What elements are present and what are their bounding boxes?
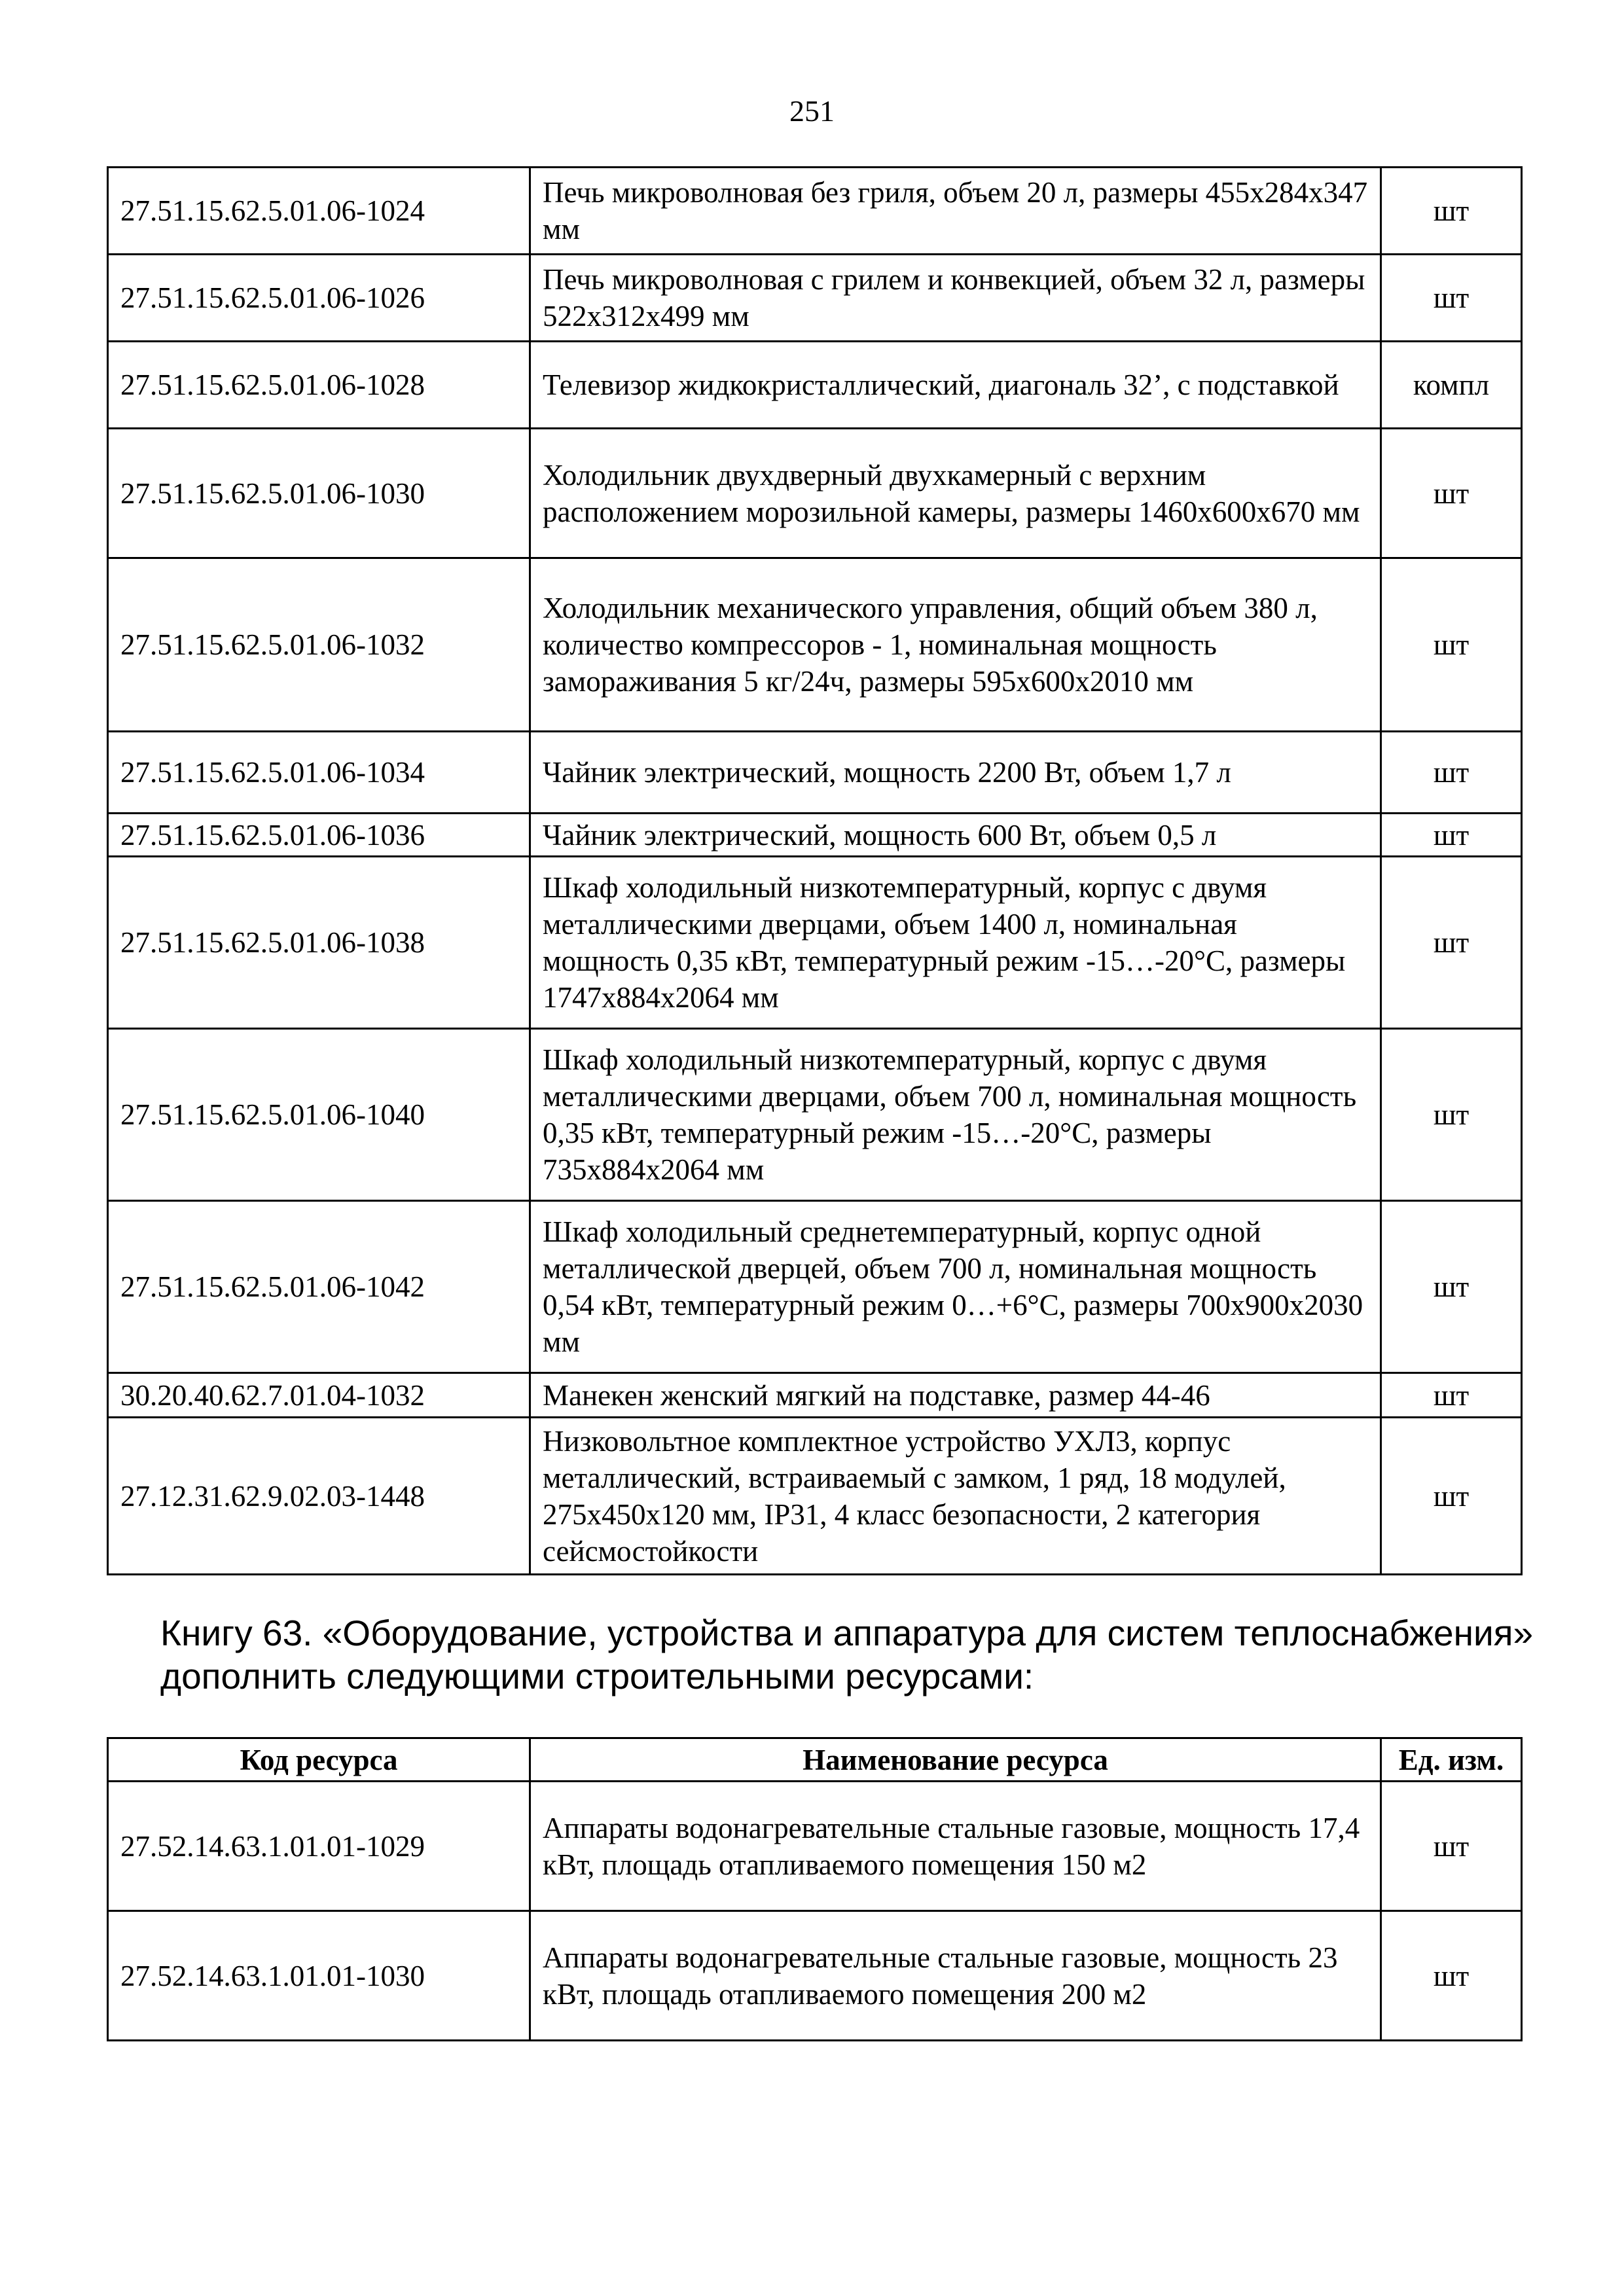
intro-line-2: дополнить следующими строительными ресурсами: [160, 1656, 1034, 1696]
table-row [108, 814, 1522, 857]
resource-unit: шт [1381, 1782, 1522, 1911]
resource-code: 27.52.14.63.1.01.01-1030 [108, 1911, 530, 2041]
table-row [108, 1029, 1522, 1201]
resource-name: Шкаф холодильный низкотемпературный, корпус с двумя металлическими дверцами, объем 700 л, номинальная мощность 0,35 кВт, температурный режим -15…-20°С, размеры 735х884х2064 мм [530, 1029, 1381, 1201]
resource-name: Телевизор жидкокристаллический, диагональ 32’, с подставкой [530, 342, 1381, 429]
table-row [108, 429, 1522, 558]
resource-code: 27.51.15.62.5.01.06-1036 [108, 814, 530, 857]
table-row [108, 857, 1522, 1029]
resource-unit: шт [1381, 857, 1522, 1029]
resource-code: 27.51.15.62.5.01.06-1040 [108, 1029, 530, 1201]
resource-code: 27.12.31.62.9.02.03-1448 [108, 1418, 530, 1575]
resource-unit: компл [1381, 342, 1522, 429]
resource-unit: шт [1381, 1029, 1522, 1201]
resources-table-continued [107, 166, 1523, 1575]
resource-name: Холодильник двухдверный двухкамерный с верхним расположением морозильной камеры, размеры 1460х600х670 мм [530, 429, 1381, 558]
table-row [108, 1373, 1522, 1418]
resource-code: 27.51.15.62.5.01.06-1042 [108, 1201, 530, 1373]
resource-name: Печь микроволновая без гриля, объем 20 л, размеры 455х284х347 мм [530, 168, 1381, 255]
table-header-row [108, 1738, 1522, 1782]
resource-code: 27.51.15.62.5.01.06-1026 [108, 255, 530, 342]
resource-code: 27.51.15.62.5.01.06-1030 [108, 429, 530, 558]
resource-name: Манекен женский мягкий на подставке, размер 44-46 [530, 1373, 1381, 1418]
resource-unit: шт [1381, 1911, 1522, 2041]
resources-table-book-63 [107, 1737, 1523, 2041]
table-row [108, 1201, 1522, 1373]
intro-line-1: Книгу 63. «Оборудование, устройства и аппаратура для систем теплоснабжения» [160, 1613, 1534, 1653]
resource-code: 27.51.15.62.5.01.06-1034 [108, 732, 530, 814]
resource-unit: шт [1381, 255, 1522, 342]
resource-name: Чайник электрический, мощность 2200 Вт, объем 1,7 л [530, 732, 1381, 814]
table-row [108, 255, 1522, 342]
table-row [108, 1782, 1522, 1911]
header-unit: Ед. изм. [1381, 1738, 1522, 1782]
table-row [108, 342, 1522, 429]
resource-code: 27.51.15.62.5.01.06-1038 [108, 857, 530, 1029]
resource-name: Холодильник механического управления, общий объем 380 л, количество компрессоров - 1, номинальная мощность замораживания 5 кг/24ч, размеры 595х600х2010 мм [530, 558, 1381, 732]
resource-unit: шт [1381, 1373, 1522, 1418]
resource-name: Шкаф холодильный низкотемпературный, корпус с двумя металлическими дверцами, объем 1400 л, номинальная мощность 0,35 кВт, температурный режим -15…-20°С, размеры 1747х884х2064 мм [530, 857, 1381, 1029]
resource-name: Шкаф холодильный среднетемпературный, корпус одной металлической дверцей, объем 700 л, номинальная мощность 0,54 кВт, температурный режим 0…+6°С, размеры 700х900х2030 мм [530, 1201, 1381, 1373]
resource-unit: шт [1381, 429, 1522, 558]
resource-unit: шт [1381, 1201, 1522, 1373]
resource-code: 27.51.15.62.5.01.06-1024 [108, 168, 530, 255]
table-row [108, 732, 1522, 814]
resource-unit: шт [1381, 732, 1522, 814]
table-row [108, 168, 1522, 255]
table-row [108, 1418, 1522, 1575]
resource-code: 27.51.15.62.5.01.06-1032 [108, 558, 530, 732]
resource-code: 27.51.15.62.5.01.06-1028 [108, 342, 530, 429]
page-number: 251 [789, 94, 835, 128]
resource-unit: шт [1381, 558, 1522, 732]
header-name: Наименование ресурса [530, 1738, 1381, 1782]
resource-name: Чайник электрический, мощность 600 Вт, объем 0,5 л [530, 814, 1381, 857]
resource-unit: шт [1381, 168, 1522, 255]
book-63-intro [160, 1611, 1535, 1698]
header-code: Код ресурса [108, 1738, 530, 1782]
table-row [108, 558, 1522, 732]
table-row [108, 1911, 1522, 2041]
resource-code: 30.20.40.62.7.01.04-1032 [108, 1373, 530, 1418]
resource-name: Аппараты водонагревательные стальные газовые, мощность 17,4 кВт, площадь отапливаемого помещения 150 м2 [530, 1782, 1381, 1911]
resource-name: Печь микроволновая с грилем и конвекцией, объем 32 л, размеры 522х312х499 мм [530, 255, 1381, 342]
resource-unit: шт [1381, 1418, 1522, 1575]
resource-name: Аппараты водонагревательные стальные газовые, мощность 23 кВт, площадь отапливаемого помещения 200 м2 [530, 1911, 1381, 2041]
resource-name: Низковольтное комплектное устройство УХЛ3, корпус металлический, встраиваемый с замком, 1 ряд, 18 модулей, 275х450х120 мм, IP31, 4 класс безопасности, 2 категория сейсмостойкости [530, 1418, 1381, 1575]
resource-code: 27.52.14.63.1.01.01-1029 [108, 1782, 530, 1911]
resource-unit: шт [1381, 814, 1522, 857]
